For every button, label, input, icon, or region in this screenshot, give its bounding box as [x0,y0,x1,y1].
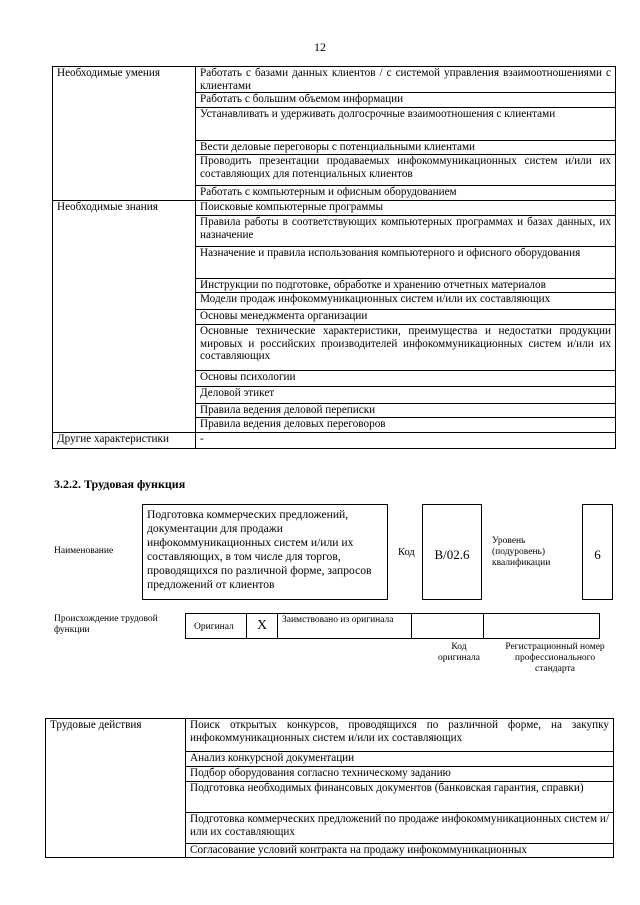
borrowed-cell [277,613,412,639]
knowledge-item: Инструкции по подготовке, обработке и хранению отчетных материалов [196,279,616,293]
action-item: Анализ конкурсной документации [186,752,614,767]
code-original-cell [411,613,484,639]
borrowed-label: Заимствовано из оригинала [282,615,394,625]
skill-item: Работать с базами данных клиентов / с системой управления взаимоотношениями с клиентами [196,67,616,93]
original-cell [185,613,247,639]
skill-item: Работать с компьютерным и офисным оборудованием [196,186,616,201]
skill-item: Вести деловые переговоры с потенциальными клиентами [196,141,616,155]
original-mark: X [246,613,278,639]
knowledge-item: Правила ведения деловой переписки [196,404,616,418]
knowledge-item: Основные технические характеристики, преимущества и недостатки продукции мировых и российских производителей инфокоммуникационных систем и/или их составляющих [196,325,616,371]
action-item: Поиск открытых конкурсов, проводящихся по различной форме, на закупку инфокоммуникационных систем и/или их составляющих [186,719,614,752]
action-item: Согласование условий контракта на продажу инфокоммуникационных [186,844,614,858]
code-label: Код [398,547,415,558]
row-label-actions: Трудовые действия [46,719,186,858]
other-item: - [196,433,616,449]
reg-number-cell [483,613,600,639]
name-label: Наименование [54,546,114,556]
level-value: 6 [582,504,613,600]
knowledge-item: Назначение и правила использования компьютерного и офисного оборудования [196,247,616,279]
action-item: Подбор оборудования согласно техническому заданию [186,767,614,782]
skill-item: Устанавливать и удерживать долгосрочные взаимоотношения с клиентами [196,108,616,141]
code-original-caption: Код оригинала [438,642,480,663]
knowledge-item: Основы психологии [196,371,616,387]
knowledge-item: Основы менеджмента организации [196,310,616,325]
action-item: Подготовка необходимых финансовых документов (банковская гарантия, справки) [186,782,614,813]
row-label-skills: Необходимые умения [53,67,196,201]
action-item: Подготовка коммерческих предложений по продаже инфокоммуникационных систем и/или их составляющих [186,813,614,844]
code-value: B/02.6 [422,504,482,600]
row-label-other: Другие характеристики [53,433,196,449]
knowledge-item: Поисковые компьютерные программы [196,201,616,216]
function-name-box: Подготовка коммерческих предложений, документации для продажи инфокоммуникационных систем и/или их составляющих, в том числе для торгов, проводящихся по различной форме, запросов предложений от клиентов [142,504,388,600]
knowledge-item: Правила ведения деловых переговоров [196,418,616,433]
section-title: 3.2.2. Трудовая функция [54,477,186,491]
level-label: Уровень (подуровень) квалификации [492,536,551,568]
knowledge-item: Модели продаж инфокоммуникационных систем и/или их составляющих [196,293,616,310]
knowledge-item: Правила работы в соответствующих компьютерных программах и базах данных, их назначение [196,216,616,247]
reg-number-caption: Регистрационный номер профессионального стандарта [505,642,605,674]
requirements-table [52,66,616,449]
row-label-knowledge: Необходимые знания [53,201,196,433]
labor-actions-table [45,718,614,858]
origin-row [186,613,600,639]
skill-item: Работать с большим объемом информации [196,93,616,108]
knowledge-item: Деловой этикет [196,387,616,404]
origin-label: Происхождение трудовой функции [54,614,158,635]
original-label: Оригинал [194,622,234,632]
page-number: 12 [314,40,326,54]
skill-item: Проводить презентации продаваемых инфокоммуникационных систем и/или их составляющих для потенциальных клиентов [196,155,616,186]
